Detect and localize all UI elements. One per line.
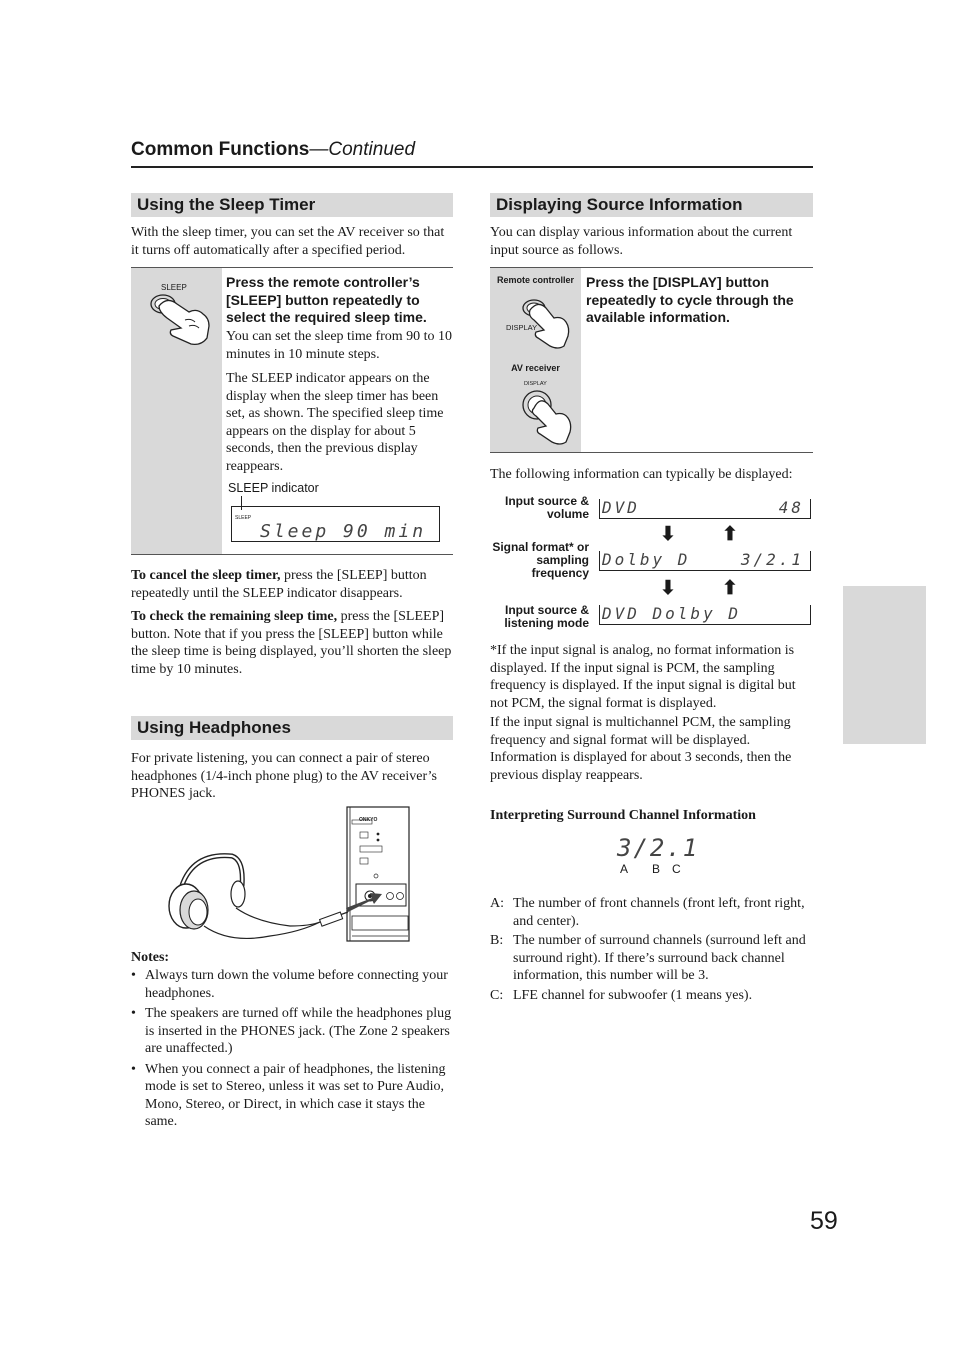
row-input-volume-left: DVD bbox=[602, 498, 640, 517]
footnote-analog: *If the input signal is analog, no format information is displayed. If the input signal is PCM, the sampling frequency is displayed. If the input signal is digital but not PCM, the signal format is displayed. bbox=[490, 643, 796, 711]
headphones-icon bbox=[160, 846, 385, 946]
receiver-display-button-label: DISPLAY bbox=[524, 381, 547, 387]
remote-display-button-label: DISPLAY bbox=[506, 323, 538, 332]
page-number: 59 bbox=[810, 1207, 838, 1235]
row-label-listening-mode: Input source & listening mode bbox=[504, 603, 589, 630]
row-signal-format-left: Dolby D bbox=[602, 550, 691, 569]
headphones-illustration bbox=[160, 806, 412, 946]
row-signal-format-right: 3/2.1 bbox=[740, 550, 804, 569]
row-input-volume-right: 48 bbox=[778, 498, 804, 517]
cancel-sleep-bold: To cancel the sleep timer, bbox=[131, 568, 281, 583]
note-item: • Always turn down the volume before connecting your headphones. bbox=[131, 968, 448, 1001]
header-suffix: —Continued bbox=[309, 139, 416, 160]
receiver-brand: ONKYO bbox=[359, 817, 378, 823]
cancel-sleep-text: press the [SLEEP] button repeatedly until the SLEEP indicator disappears. bbox=[131, 568, 427, 601]
code-label-a: A bbox=[620, 862, 629, 876]
sleep-intro: With the sleep timer, you can set the AV receiver so that it turns off automatically after a specified period. bbox=[131, 225, 445, 258]
definition-item bbox=[490, 895, 813, 930]
finger-press-sleep-icon bbox=[145, 290, 217, 350]
sleep-button-label: SLEEP bbox=[161, 283, 187, 292]
definition-text: The number of surround channels (surround left and surround right). If there’s surround back channel information, this number will be 3. bbox=[513, 933, 806, 983]
definition-key: C: bbox=[490, 987, 504, 1003]
note-text: The speakers are turned off while the headphones plug is inserted in the PHONES jack. (The Zone 2 speakers are unaffected.) bbox=[145, 1006, 452, 1056]
display-step-title: Press the [DISPLAY] button repeatedly to cycle through the available information. bbox=[586, 274, 794, 325]
sleep-step-title: Press the remote controller’s [SLEEP] button repeatedly to select the required sleep time. bbox=[226, 274, 427, 325]
page-header bbox=[131, 139, 415, 161]
down-arrow-icon: ⬇ bbox=[660, 578, 676, 599]
finger-press-display-remote-icon bbox=[512, 296, 576, 352]
side-thumb-tab bbox=[843, 586, 926, 744]
sleep-illustration-panel bbox=[131, 268, 222, 554]
finger-press-display-receiver-icon bbox=[518, 388, 580, 446]
display-section-heading: Displaying Source Information bbox=[490, 193, 813, 217]
down-arrow-icon: ⬇ bbox=[660, 524, 676, 545]
definition-text: LFE channel for subwoofer (1 means yes). bbox=[513, 987, 753, 1003]
following-info-text: The following information can typically be displayed: bbox=[490, 467, 793, 482]
notes-list bbox=[131, 967, 453, 1134]
header-title: Common Functions bbox=[131, 139, 310, 160]
definition-key: A: bbox=[490, 896, 504, 911]
code-label-b: B bbox=[652, 862, 661, 876]
sleep-section-heading: Using the Sleep Timer bbox=[131, 193, 453, 217]
lcd-sleep-text: Sleep 90 min bbox=[260, 521, 427, 542]
row-listening-mode-left: DVD Dolby D bbox=[602, 604, 741, 623]
code-label-c: C bbox=[672, 862, 681, 876]
headphones-section-heading: Using Headphones bbox=[131, 716, 453, 740]
sleep-step-text-1: You can set the sleep time from 90 to 10 minutes in 10 minute steps. bbox=[226, 329, 453, 362]
notes-heading: Notes: bbox=[131, 950, 170, 965]
display-row-listening-mode bbox=[599, 605, 811, 625]
up-arrow-icon: ⬆ bbox=[722, 524, 738, 545]
note-text: Always turn down the volume before connecting your headphones. bbox=[145, 968, 448, 1001]
av-receiver-label: AV receiver bbox=[511, 363, 560, 373]
display-row-input-volume bbox=[599, 499, 811, 519]
note-item: • The speakers are turned off while the headphones plug is inserted in the PHONES jack. (The Zone 2 speakers are unaffected.) bbox=[131, 1006, 452, 1056]
footnote-multichannel: If the input signal is multichannel PCM, the sampling frequency and signal format will be displayed. Information is displayed for about 3 seconds, then the previous display reappears. bbox=[490, 715, 792, 783]
check-sleep-bold: To check the remaining sleep time, bbox=[131, 609, 338, 624]
check-sleep-paragraph bbox=[131, 608, 453, 678]
definition-item bbox=[490, 987, 813, 1005]
sleep-lcd-display bbox=[231, 506, 440, 542]
display-row-signal-format bbox=[599, 551, 811, 571]
row-label-signal-format: Signal format* or sampling frequency bbox=[492, 540, 589, 580]
surround-definitions bbox=[490, 895, 813, 1006]
definition-key: B: bbox=[490, 933, 504, 948]
row-label-input-volume: Input source & volume bbox=[504, 494, 589, 521]
up-arrow-icon: ⬆ bbox=[722, 578, 738, 599]
cancel-sleep-paragraph bbox=[131, 567, 453, 602]
display-step-rule-bottom bbox=[490, 452, 813, 453]
definition-text: The number of front channels (front left, front right, and center). bbox=[513, 896, 805, 929]
headphones-intro: For private listening, you can connect a pair of stereo headphones (1/4-inch phone plug) to the AV receiver’s PHONES jack. bbox=[131, 751, 437, 801]
sleep-indicator-label: SLEEP indicator bbox=[228, 481, 319, 495]
definition-item bbox=[490, 932, 813, 985]
interpreting-heading: Interpreting Surround Channel Information bbox=[490, 808, 756, 823]
display-illustration-panel bbox=[490, 268, 581, 452]
remote-controller-label: Remote controller bbox=[496, 275, 574, 285]
surround-code-display: 3/2.1 bbox=[617, 834, 700, 862]
display-intro: You can display various information about the current input source as follows. bbox=[490, 225, 793, 258]
step-rule-bottom bbox=[131, 554, 453, 555]
header-rule bbox=[131, 166, 813, 168]
check-sleep-text: press the [SLEEP] button. Note that if you press the [SLEEP] button while the sleep time is being displayed, you’ll shorten the sleep time by 10 minutes. bbox=[131, 609, 452, 677]
note-item: • When you connect a pair of headphones, the listening mode is set to Stereo, unless it was set to Pure Audio, Mono, Stereo, or Direct, in which case it stays the same. bbox=[131, 1061, 446, 1129]
lcd-sleep-indicator: SLEEP bbox=[235, 515, 252, 521]
note-text: When you connect a pair of headphones, the listening mode is set to Stereo, unless it was set to Pure Audio, Mono, Stereo, or Direct, in which case it stays the same. bbox=[145, 1061, 446, 1129]
sleep-step-text-2: The SLEEP indicator appears on the display when the sleep timer has been set, as shown. The specified sleep time appears on the display for about 5 seconds, then the previous display reappears. bbox=[226, 371, 444, 474]
